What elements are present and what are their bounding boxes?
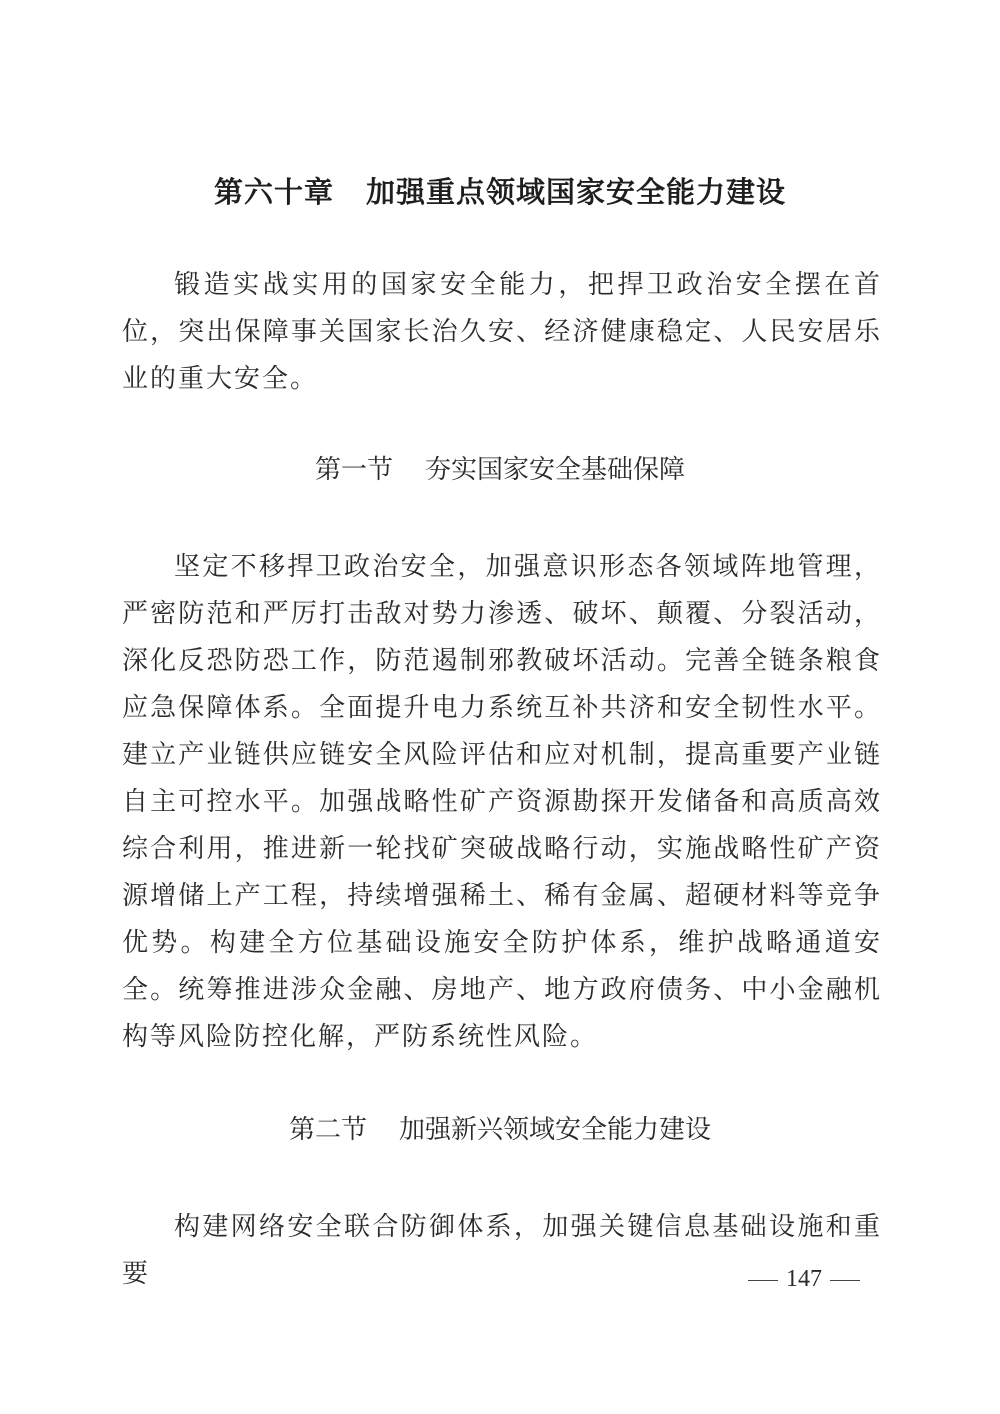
section-2-title	[120, 1110, 880, 1150]
section-2-heading: 加强新兴领域安全能力建设	[399, 1115, 712, 1145]
section-1-heading: 夯实国家安全基础保障	[425, 455, 686, 485]
section-2-paragraph: 构建网络安全联合防御体系，加强关键信息基础设施和重要	[122, 1212, 882, 1289]
page-footer	[740, 1262, 860, 1296]
page-number: 147	[786, 1266, 822, 1292]
section-1-title	[120, 450, 880, 490]
chapter-title	[120, 170, 880, 214]
section-1-number: 第一节	[314, 455, 393, 485]
chapter-number: 第六十章	[213, 175, 334, 209]
right-dash	[830, 1280, 860, 1281]
chapter-intro-paragraph: 锻造实战实用的国家安全能力，把捍卫政治安全摆在首位，突出保障事关国家长治久安、经济健康稳定、人民安居乐业的重大安全。	[122, 270, 882, 394]
section-2-number: 第二节	[288, 1115, 367, 1145]
left-dash	[748, 1280, 778, 1281]
section-1-paragraph: 坚定不移捍卫政治安全，加强意识形态各领域阵地管理，严密防范和严厉打击敌对势力渗透、破坏、颠覆、分裂活动，深化反恐防恐工作，防范遏制邪教破坏活动。完善全链条粮食应急保障体系。全面提升电力系统互补共济和安全韧性水平。建立产业链供应链安全风险评估和应对机制，提高重要产业链自主可控水平。加强战略性矿产资源勘探开发储备和高质高效综合利用，推进新一轮找矿突破战略行动，实施战略性矿产资源增储上产工程，持续增强稀土、稀有金属、超硬材料等竞争优势。构建全方位基础设施安全防护体系，维护战略通道安全。统筹推进涉众金融、房地产、地方政府债务、中小金融机构等风险防控化解，严防系统性风险。	[122, 552, 882, 1052]
chapter-heading: 加强重点领域国家安全能力建设	[366, 175, 787, 209]
